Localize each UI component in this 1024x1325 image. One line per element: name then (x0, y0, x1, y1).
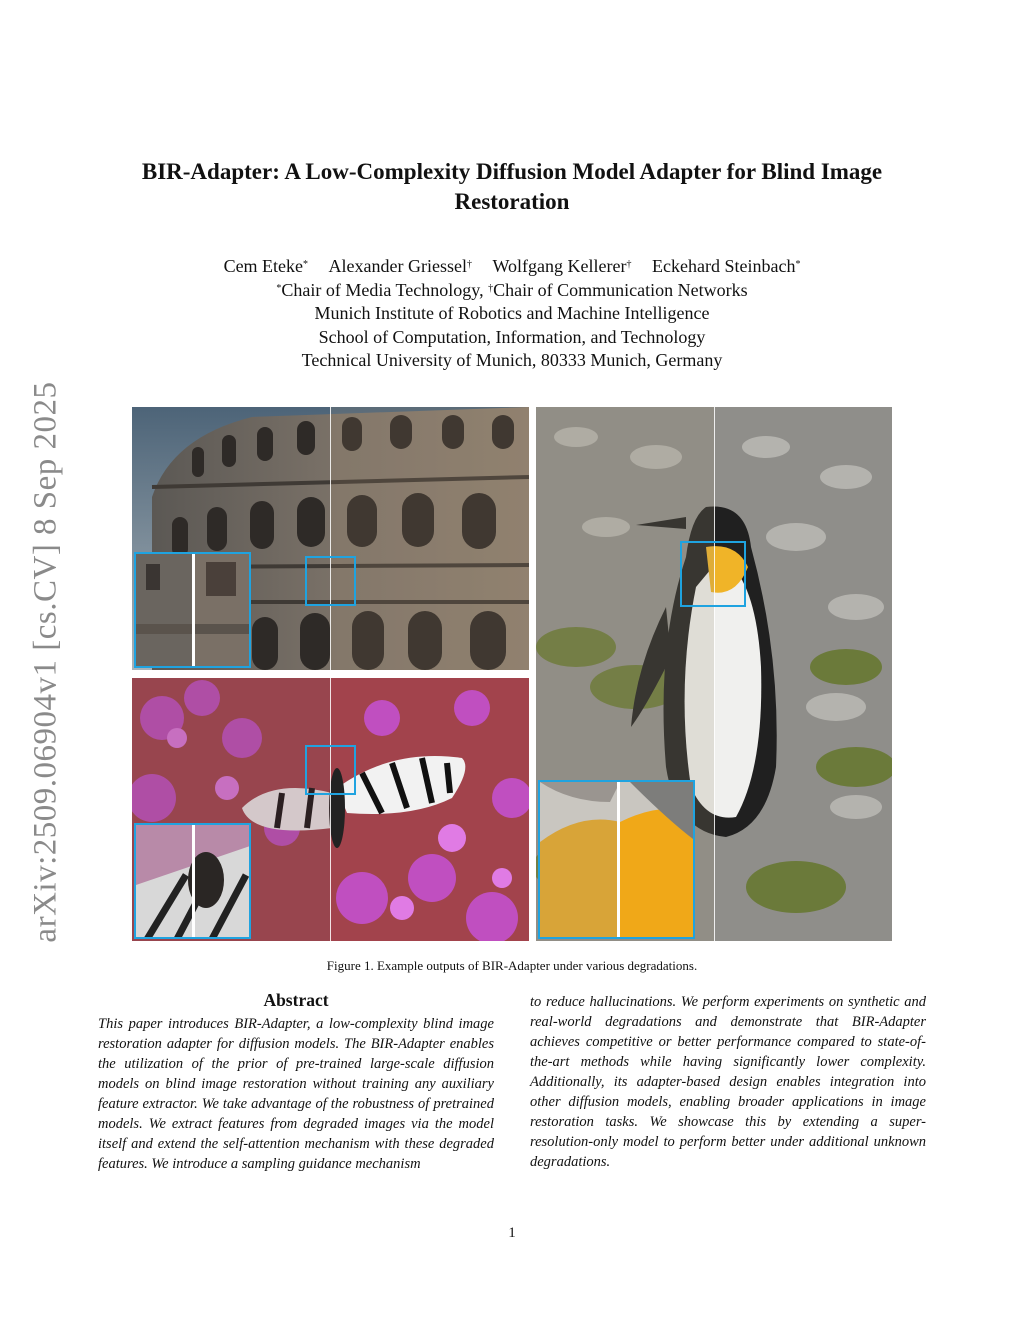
butterfly-image (132, 678, 529, 941)
author-names (100, 255, 924, 279)
inset-divider (617, 782, 620, 937)
split-line (330, 678, 331, 941)
affiliation-school: School of Computation, Information, and Technology (318, 326, 706, 347)
colosseum-image (132, 407, 529, 670)
affiliation-chairs: *Chair of Media Technology, †Chair of Communication Networks (276, 279, 748, 300)
figure-caption: Figure 1. Example outputs of BIR-Adapter under various degradations. (326, 958, 698, 973)
author-1: Cem Eteke* (223, 256, 309, 276)
affiliation-institute: Munich Institute of Robotics and Machine Intelligence (314, 303, 710, 323)
affiliation-university: Technical University of Munich, 80333 Munich, Germany (301, 350, 723, 370)
inset-divider (192, 554, 195, 666)
page-number: 1 (508, 1225, 516, 1241)
author-4: Eckehard Steinbach* (652, 256, 801, 276)
zoom-inset (538, 780, 695, 939)
zoom-region-box (305, 556, 356, 606)
split-line (714, 407, 715, 941)
inset-divider (192, 825, 195, 937)
penguin-image (536, 407, 892, 941)
zoom-inset (134, 552, 251, 668)
author-2: Alexander Griessel† (328, 256, 472, 276)
arxiv-identifier-stamp: arXiv:2509.06904v1 [cs.CV] 8 Sep 2025 (27, 381, 64, 943)
zoom-region-box (305, 745, 356, 795)
author-block (100, 255, 924, 373)
split-line (330, 407, 331, 670)
abstract-text-left-column: This paper introduces BIR-Adapter, a low-complexity blind image restoration adapter for diffusion models. The BIR-Adapter enables the utilization of the prior of pre-trained large-scale diffusion models on blind image restoration without training any auxiliary feature extractor. We take advantage of the robustness of pretrained models. We extract features from degraded images via the model itself and extend the self-attention mechanism with these degraded features. We introduce a sampling guidance mechanism (98, 1016, 494, 1172)
paper-title: BIR-Adapter: A Low-Complexity Diffusion Model Adapter for Blind Image Restoration (141, 159, 883, 214)
abstract-heading: Abstract (263, 990, 329, 1010)
author-3: Wolfgang Kellerer† (492, 256, 632, 276)
abstract-text-right-column: to reduce hallucinations. We perform experiments on synthetic and real-world degradations and demonstrate that BIR-Adapter achieves competitive or better performance compared to state-of-the-art methods while having significantly lower complexity. Additionally, its adapter-based design enables integration into other diffusion models, enabling broader applications in image restoration tasks. We showcase this by extending a super-resolution-only model to perform better under additional unknown degradations. (530, 994, 926, 1170)
figure-1 (132, 407, 892, 941)
zoom-region-box (680, 541, 746, 607)
zoom-inset (134, 823, 251, 939)
